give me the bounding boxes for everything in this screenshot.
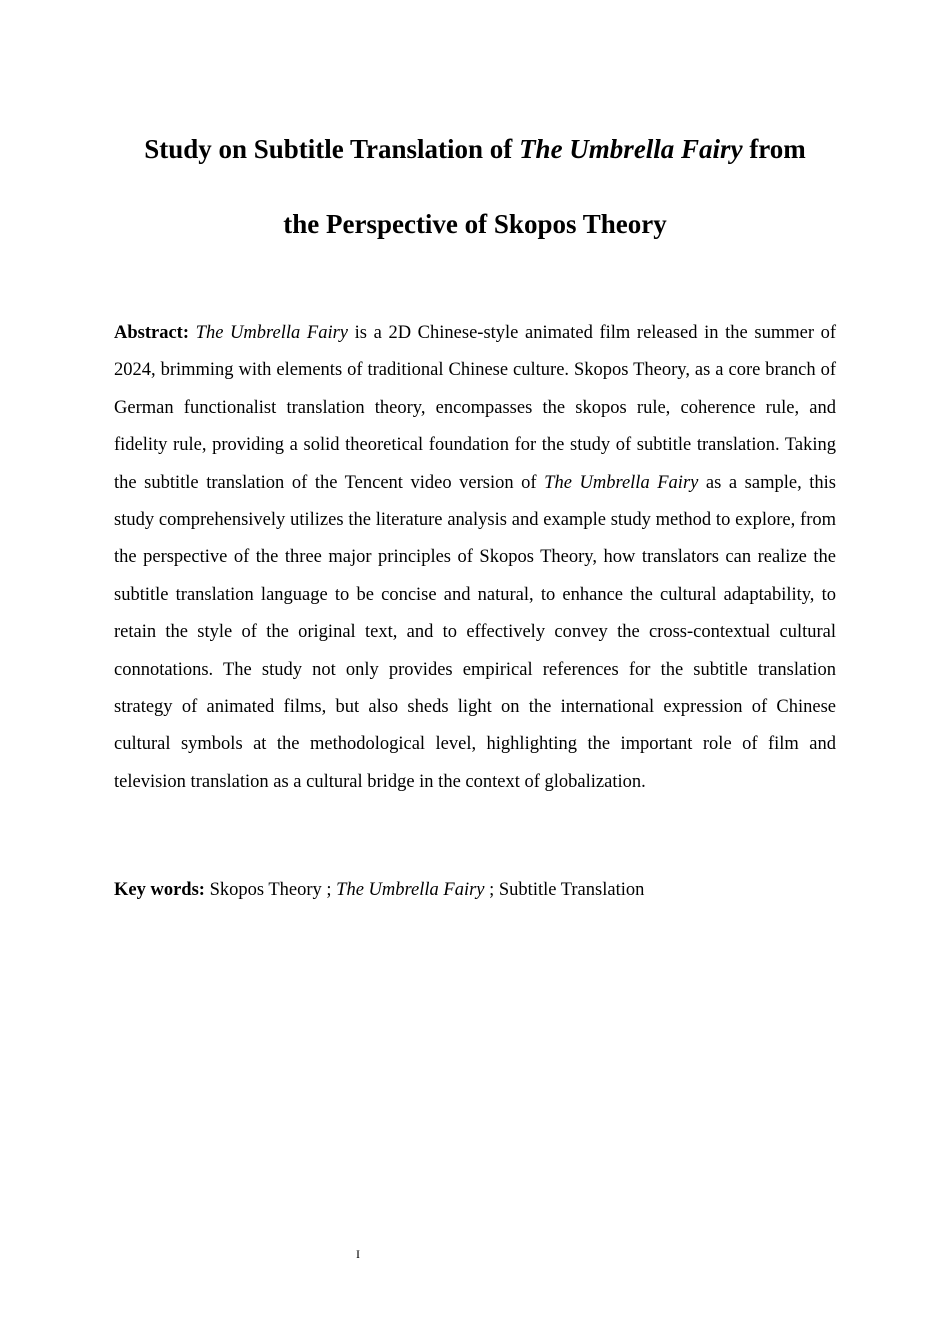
keyword-2: The Umbrella Fairy bbox=[336, 880, 485, 900]
abstract-film-title-2: The Umbrella Fairy bbox=[544, 472, 699, 493]
keyword-1: Skopos Theory bbox=[209, 880, 322, 900]
abstract-film-title-1: The Umbrella Fairy bbox=[195, 323, 348, 343]
keywords-label: Key words: bbox=[114, 880, 205, 900]
page-number: I bbox=[356, 1247, 360, 1261]
title-line-2: the Perspective of Skopos Theory bbox=[283, 209, 667, 239]
abstract-paragraph bbox=[114, 315, 836, 801]
keyword-separator-2: ; bbox=[484, 880, 499, 900]
title-line-1 bbox=[100, 112, 850, 187]
paper-title bbox=[100, 112, 850, 262]
keywords-line bbox=[114, 872, 836, 909]
keyword-3: Subtitle Translation bbox=[498, 880, 645, 900]
abstract-label: Abstract: bbox=[114, 323, 190, 343]
abstract-text-1: is a 2D Chinese-style animated film released in the summer of 2024, brimming with elements of traditional Chinese culture. Skopos Theory, as a core branch of German functionalist translation theory, encompasses the skopos rule, coherence rule, and fidelity rule, providing a solid theoretical foundation for the study of subtitle translation. Taking the subtitle translation of the Tencent video version of bbox=[114, 323, 837, 493]
title-film-name: The Umbrella Fairy bbox=[519, 134, 743, 164]
abstract-text-2: as a sample, this study comprehensively utilizes the literature analysis and example study method to explore, from the perspective of the three major principles of Skopos Theory, how translators can realize the subtitle translation language to be concise and natural, to enhance the cultural adaptability, to retain the style of the original text, and to effectively convey the cross-contextual cultural connotations. The study not only provides empirical references for the subtitle translation strategy of animated films, but also sheds light on the international expression of Chinese cultural symbols at the methodological level, highlighting the important role of film and television translation as a cultural bridge in the context of globalization. bbox=[114, 472, 836, 792]
title-line-1-suffix: from bbox=[742, 134, 806, 164]
title-line-1-prefix: Study on Subtitle Translation of bbox=[144, 134, 520, 164]
keyword-separator-1: ; bbox=[321, 880, 337, 900]
